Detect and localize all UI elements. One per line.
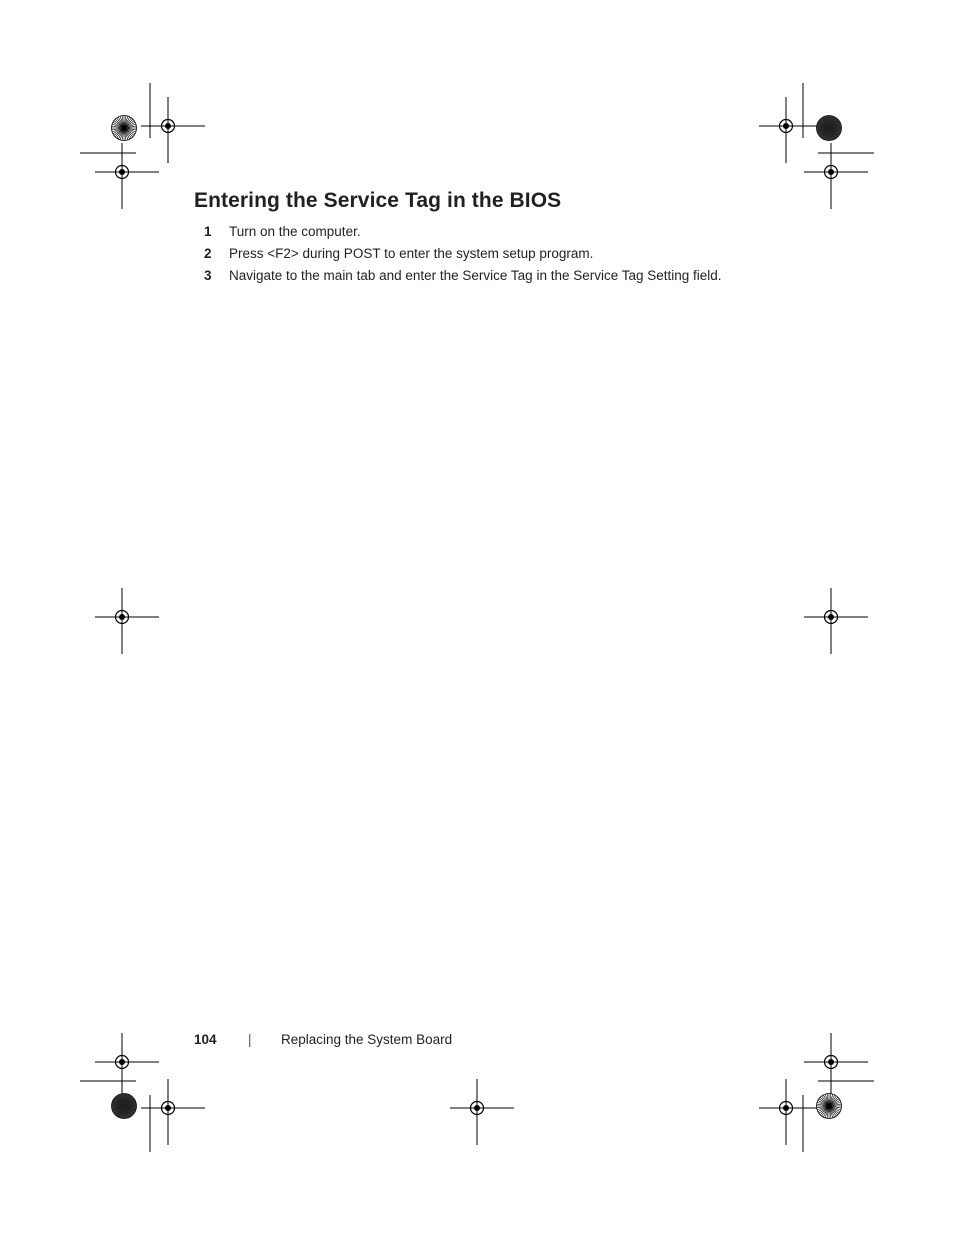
registration-dot-icon	[165, 123, 171, 129]
registration-dot-icon	[783, 123, 789, 129]
footer-separator: |	[248, 1032, 252, 1047]
registration-dot-icon	[828, 1059, 834, 1065]
section-heading: Entering the Service Tag in the BIOS	[194, 189, 562, 212]
registration-dot-icon	[474, 1105, 480, 1111]
step-text: Press <F2> during POST to enter the system setup program.	[229, 246, 594, 261]
registration-dot-icon	[119, 614, 125, 620]
registration-dot-icon	[828, 614, 834, 620]
step-text: Turn on the computer.	[229, 224, 361, 239]
step-number: 1	[204, 224, 212, 239]
registration-dot-icon	[783, 1105, 789, 1111]
step-number: 2	[204, 246, 212, 261]
registration-dot-icon	[165, 1105, 171, 1111]
chapter-title: Replacing the System Board	[281, 1032, 453, 1047]
page-number: 104	[194, 1032, 217, 1047]
registration-dot-icon	[828, 169, 834, 175]
registration-dot-icon	[119, 169, 125, 175]
registration-dot-icon	[119, 1059, 125, 1065]
step-text: Navigate to the main tab and enter the Service Tag in the Service Tag Setting field.	[229, 268, 722, 283]
step-number: 3	[204, 268, 212, 283]
